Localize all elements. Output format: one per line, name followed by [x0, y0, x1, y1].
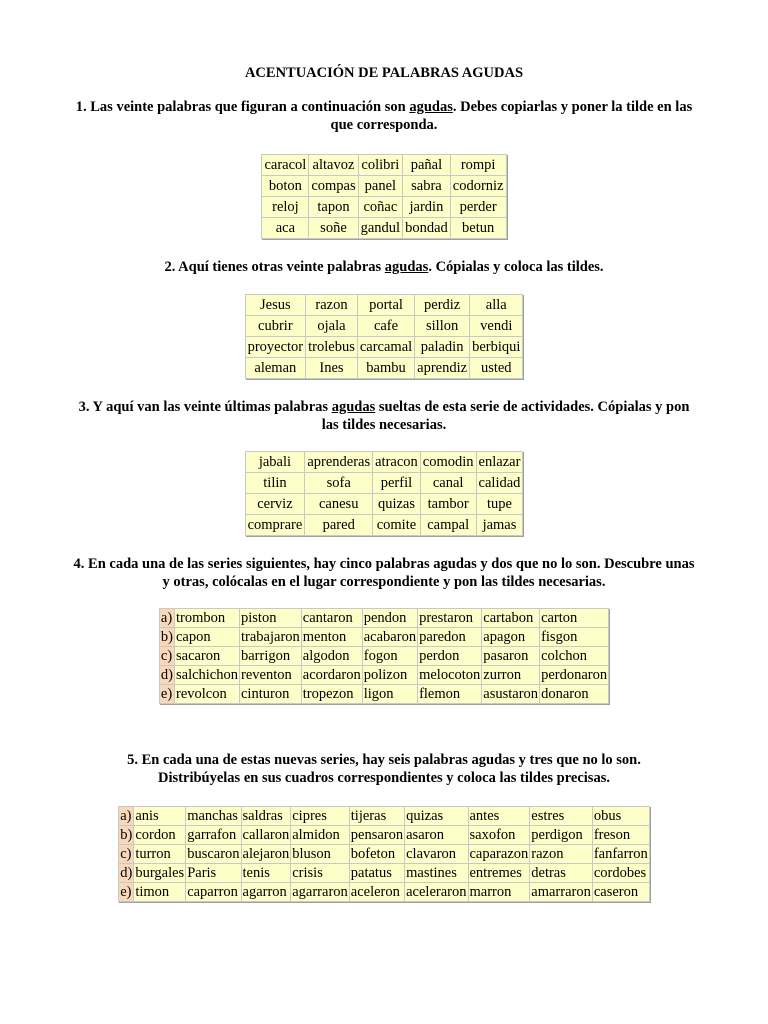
word-cell: anis	[134, 807, 186, 826]
word-cell: buscaron	[187, 845, 240, 862]
exercise-4-instruction: 4. En cada una de las series siguientes, hay cinco palabras agudas y dos que no lo son. Descubre unas y otras, colócalas en el lugar correspondiente y pon las tildes necesarias.	[73, 556, 695, 590]
word-cell: saxofon	[468, 826, 530, 845]
word-cell: capon	[174, 628, 239, 647]
table-row	[159, 628, 608, 647]
word-cell: antes	[468, 807, 530, 826]
word-cell: carton	[540, 609, 609, 628]
word-cell: aprenderas	[305, 452, 373, 473]
word-cell: campal	[420, 515, 476, 536]
word-cell: reventon	[240, 666, 302, 685]
word-cell: sacaron	[174, 647, 239, 666]
exercise-3-text-a: 3. Y aquí van las veinte últimas palabras	[78, 399, 332, 415]
word-cell: pared	[305, 515, 373, 536]
exercise-2-table	[245, 294, 524, 379]
word-cell: aceleron	[349, 883, 404, 902]
word-cell: timon	[134, 883, 186, 902]
word-cell: cantaron	[301, 609, 362, 628]
exercise-5-table-wrap	[0, 806, 768, 902]
exercise-2-underlined-word: agudas	[384, 259, 429, 275]
word-cell: almidon	[291, 826, 350, 845]
table-row	[245, 452, 523, 473]
word-cell: altavoz	[309, 155, 358, 176]
table-row	[119, 864, 650, 883]
series-letter-cell: e)	[159, 685, 174, 704]
table-row	[159, 685, 608, 704]
word-cell: zurron	[482, 666, 540, 685]
word-cell: marron	[468, 883, 530, 902]
table-row	[262, 197, 506, 218]
word-cell: perdigon	[530, 826, 593, 845]
table-row	[245, 316, 523, 337]
word-cell: agarron	[241, 883, 291, 902]
word-cell: canal	[420, 473, 476, 494]
word-cell: calidad	[476, 473, 523, 494]
exercise-3-instruction	[0, 398, 768, 434]
word-cell: bofeton	[349, 845, 404, 864]
word-cell: colibri	[358, 155, 402, 176]
word-cell: reloj	[262, 197, 309, 218]
word-cell: melocoton	[419, 666, 481, 683]
word-cell: atracon	[373, 452, 421, 473]
word-cell: aprendiz	[415, 358, 470, 379]
word-cell: fanfarron	[593, 845, 648, 862]
exercise-2-text-b: . Cópialas y coloca las tildes.	[428, 259, 604, 275]
word-cell: tilin	[245, 473, 305, 494]
exercise-2	[0, 258, 768, 276]
word-cell: tapon	[309, 197, 358, 218]
table-row	[159, 609, 608, 628]
series-letter-cell: c)	[159, 647, 174, 666]
exercise-3-text-b: sueltas de esta serie de actividades. Cópialas y pon las tildes necesarias.	[321, 399, 690, 433]
table-row	[119, 845, 650, 864]
word-cell: canesu	[305, 494, 373, 515]
word-cell: jabali	[245, 452, 305, 473]
word-cell: crisis	[291, 864, 350, 883]
word-cell: tenis	[241, 864, 291, 883]
word-cell: fogon	[362, 647, 417, 666]
table-row	[245, 515, 523, 536]
word-cell: jardin	[403, 197, 451, 218]
exercise-1-text-b: . Debes copiarlas y poner la tilde en las que corresponda.	[330, 99, 693, 133]
word-cell: menton	[301, 628, 362, 647]
word-cell: pasaron	[482, 647, 540, 666]
word-cell: Ines	[306, 358, 358, 379]
series-letter-cell: c)	[119, 845, 134, 864]
word-cell: turron	[134, 845, 186, 864]
word-cell: compas	[309, 176, 358, 197]
exercise-1-text-a: 1. Las veinte palabras que figuran a continuación son	[75, 99, 410, 115]
exercise-2-table-wrap	[0, 294, 768, 379]
word-cell: piston	[240, 609, 302, 628]
word-cell: trolebus	[306, 337, 358, 358]
word-cell: razon	[530, 845, 593, 864]
exercise-5-instruction: 5. En cada una de estas nuevas series, hay seis palabras agudas y tres que no lo son. Distribúyelas en sus cuadros correspondientes y coloca las tildes precisas.	[127, 752, 641, 786]
word-cell: Paris	[186, 864, 241, 883]
exercise-1-instruction	[0, 98, 768, 134]
word-cell: carcamal	[357, 337, 414, 358]
exercise-1	[0, 98, 768, 134]
word-cell: usted	[470, 358, 523, 379]
word-cell: alejaron	[242, 845, 290, 862]
word-cell: tambor	[420, 494, 476, 515]
table-row	[159, 647, 608, 666]
word-cell: trombon	[174, 609, 239, 628]
word-cell: berbiqui	[470, 337, 523, 358]
page-title-block	[0, 64, 768, 82]
word-cell: pañal	[403, 155, 451, 176]
word-cell: aceleraron	[406, 883, 467, 900]
word-cell: agarraron	[292, 883, 348, 900]
word-cell: cafe	[357, 316, 414, 337]
table-row	[245, 358, 523, 379]
table-row	[262, 176, 506, 197]
word-cell: caparron	[186, 883, 241, 902]
table-row	[262, 155, 506, 176]
table-row	[262, 218, 506, 239]
word-cell: paredon	[418, 628, 482, 647]
word-cell: comodin	[420, 452, 476, 473]
word-cell: betun	[450, 218, 506, 239]
word-cell: perder	[450, 197, 506, 218]
word-cell: acordaron	[302, 666, 361, 683]
word-cell: algodon	[301, 647, 362, 666]
word-cell: cartabon	[482, 609, 540, 628]
word-cell: cinturon	[240, 685, 302, 704]
word-cell: cerviz	[245, 494, 305, 515]
exercise-1-table-wrap	[0, 154, 768, 239]
word-cell: tupe	[476, 494, 523, 515]
word-cell: aca	[262, 218, 309, 239]
word-cell: manchas	[186, 807, 241, 826]
word-cell: ligon	[362, 685, 417, 704]
word-cell: bambu	[357, 358, 414, 379]
word-cell: vendi	[470, 316, 523, 337]
series-letter-cell: b)	[160, 628, 173, 645]
word-cell: freson	[592, 826, 649, 845]
exercise-1-underlined-word: agudas	[409, 99, 453, 115]
word-cell: acabaron	[363, 628, 417, 645]
word-cell: jamas	[476, 515, 523, 536]
word-cell: panel	[358, 176, 402, 197]
word-cell: caseron	[592, 883, 649, 902]
word-cell: trabajaron	[241, 628, 300, 645]
word-cell: patatus	[349, 864, 404, 883]
word-cell: quizas	[373, 494, 421, 515]
table-row	[119, 883, 650, 902]
word-cell: tijeras	[349, 807, 404, 826]
table-row	[245, 337, 523, 358]
exercise-3	[0, 398, 768, 434]
word-cell: perdiz	[415, 295, 470, 316]
word-cell: quizas	[405, 807, 468, 826]
word-cell: alla	[470, 295, 523, 316]
word-cell: perdonaron	[541, 666, 608, 683]
word-cell: amarraron	[531, 883, 591, 900]
word-cell: coñac	[358, 197, 402, 218]
word-cell: razon	[306, 295, 358, 316]
table-row	[119, 826, 650, 845]
word-cell: enlazar	[476, 452, 523, 473]
word-cell: callaron	[242, 826, 290, 843]
table-row	[245, 473, 523, 494]
table-row	[245, 494, 523, 515]
word-cell: sillon	[415, 316, 470, 337]
word-cell: polizon	[362, 666, 417, 685]
table-row	[119, 807, 650, 826]
word-cell: comite	[373, 515, 421, 536]
word-cell: saldras	[241, 807, 291, 826]
table-row	[245, 295, 523, 316]
word-cell: portal	[357, 295, 414, 316]
word-cell: gandul	[358, 218, 402, 239]
word-cell: aleman	[245, 358, 306, 379]
series-letter-cell: d)	[120, 864, 133, 881]
series-letter-cell: a)	[119, 807, 134, 826]
word-cell: donaron	[540, 685, 609, 704]
word-cell: fisgon	[540, 628, 609, 647]
word-cell: prestaron	[418, 609, 482, 628]
word-cell: estres	[530, 807, 593, 826]
word-cell: sabra	[403, 176, 451, 197]
exercise-4-table-wrap	[0, 608, 768, 704]
series-letter-cell: e)	[119, 883, 134, 902]
word-cell: caracol	[262, 155, 309, 176]
exercise-1-table	[261, 154, 506, 239]
exercise-3-table	[245, 451, 524, 536]
series-letter-cell: d)	[160, 666, 173, 683]
word-cell: soñe	[309, 218, 358, 239]
word-cell: Jesus	[245, 295, 306, 316]
word-cell: perdon	[418, 647, 482, 666]
word-cell: apagon	[482, 628, 540, 647]
word-cell: cubrir	[245, 316, 306, 337]
exercise-4	[0, 555, 768, 591]
word-cell: cordon	[134, 826, 186, 845]
word-cell: burgales	[135, 864, 185, 881]
word-cell: caparazon	[469, 845, 529, 862]
word-cell: perfil	[373, 473, 421, 494]
word-cell: proyector	[245, 337, 306, 358]
word-cell: paladin	[415, 337, 470, 358]
exercise-5-table	[118, 806, 650, 902]
word-cell: clavaron	[405, 845, 468, 864]
word-cell: bluson	[291, 845, 350, 864]
series-letter-cell: b)	[120, 826, 133, 843]
word-cell: detras	[530, 864, 593, 883]
word-cell: pendon	[362, 609, 417, 628]
word-cell: barrigon	[240, 647, 302, 666]
series-letter-cell: a)	[159, 609, 174, 628]
word-cell: salchichon	[175, 666, 238, 683]
word-cell: cordobes	[592, 864, 649, 883]
word-cell: asustaron	[483, 685, 539, 702]
exercise-4-table	[159, 608, 609, 704]
table-row	[159, 666, 608, 685]
exercise-2-instruction	[0, 258, 768, 276]
word-cell: entremes	[468, 864, 530, 883]
word-cell: comprare	[245, 515, 305, 536]
exercise-5	[0, 751, 768, 787]
word-cell: sofa	[305, 473, 373, 494]
word-cell: codorniz	[450, 176, 506, 197]
word-cell: ojala	[306, 316, 358, 337]
word-cell: cipres	[291, 807, 350, 826]
word-cell: pensaron	[350, 826, 404, 843]
word-cell: obus	[592, 807, 649, 826]
word-cell: mastines	[405, 864, 468, 883]
word-cell: boton	[262, 176, 309, 197]
word-cell: tropezon	[301, 685, 362, 704]
exercise-3-underlined-word: agudas	[331, 399, 376, 415]
word-cell: bondad	[403, 218, 451, 239]
word-cell: asaron	[405, 826, 468, 845]
word-cell: revolcon	[174, 685, 239, 704]
word-cell: flemon	[418, 685, 482, 704]
word-cell: rompi	[450, 155, 506, 176]
word-cell: garrafon	[186, 826, 241, 845]
exercise-3-table-wrap	[0, 451, 768, 536]
exercise-2-text-a: 2. Aquí tienes otras veinte palabras	[164, 259, 385, 275]
word-cell: colchon	[540, 647, 609, 666]
page-title: ACENTUACIÓN DE PALABRAS AGUDAS	[244, 65, 524, 81]
